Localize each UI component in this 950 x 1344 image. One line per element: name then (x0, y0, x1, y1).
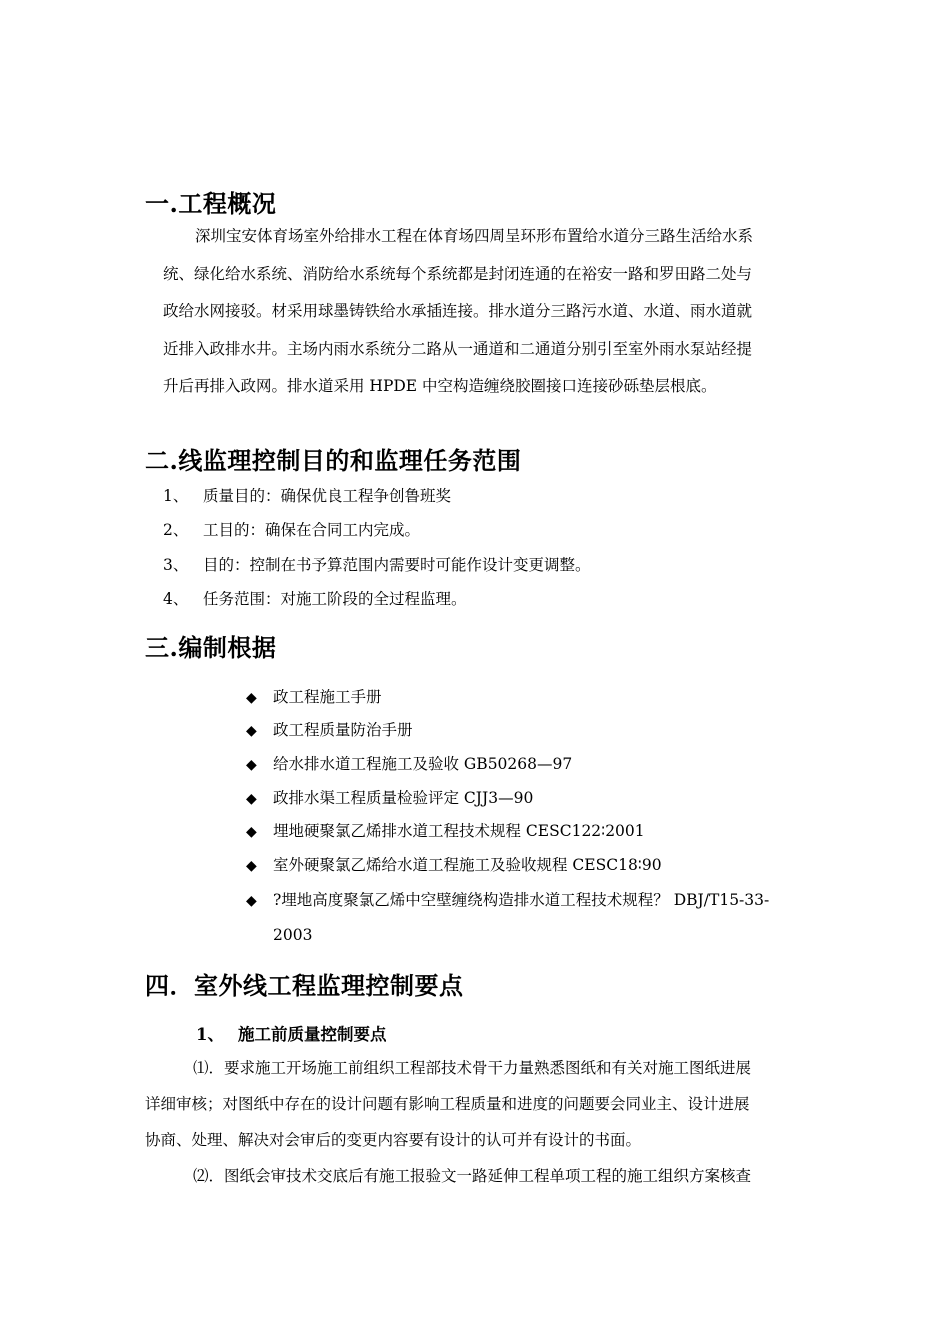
bullet-item-text: 埋地硬聚氯乙烯排水道工程技术规程 CESC122∶2001 (273, 822, 645, 840)
bullet-item (246, 888, 769, 910)
diamond-bullet-icon: ◆ (246, 824, 257, 840)
paragraph-line: ⑴．要求施工开场施工前组织工程部技术骨干力量熟悉图纸和有关对施工图纸进展 (193, 1059, 752, 1077)
list-item-text: 质量目的：确保优良工程争创鲁班奖 (203, 487, 452, 505)
section1-line: 统、绿化给水系统、消防给水系统每个系统都是封闭连通的在裕安一路和罗田路二处与 (163, 264, 753, 283)
diamond-bullet-icon: ◆ (246, 757, 257, 773)
diamond-bullet-icon: ◆ (246, 791, 257, 807)
bullet-item-text: 室外硬聚氯乙烯给水道工程施工及验收规程 CESC18∶90 (273, 856, 662, 874)
paragraph-line: ⑵．图纸会审技术交底后有施工报验文一路延伸工程单项工程的施工组织方案核查 (193, 1167, 752, 1185)
section1-line: 近排入政排水井。主场内雨水系统分二路从一通道和二通道分别引至室外雨水泵站经提 (163, 339, 753, 358)
paragraph-line: 详细审核；对图纸中存在的设计问题有影响工程质量和进度的问题要会同业主、设计进展 (145, 1095, 750, 1113)
bullet-item-text: ?埋地高度聚氯乙烯中空壁缠绕构造排水道工程技术规程？ DBJ/T15-33- (273, 891, 770, 909)
bullet-item-text: 政排水渠工程质量检验评定 CJJ3—90 (273, 789, 534, 807)
subsection-heading (196, 1021, 387, 1045)
section4-paragraph-2 (145, 1158, 810, 1194)
diamond-bullet-icon: ◆ (246, 893, 257, 909)
section3-heading: 三.编制根据 (145, 633, 277, 662)
section1-line: 升后再排入政网。排水道采用 HPDE 中空构造缠绕胶圈接口连接砂砾垫层根底。 (163, 377, 717, 395)
diamond-bullet-icon: ◆ (246, 723, 257, 739)
subsection-title: 施工前质量控制要点 (238, 1025, 387, 1044)
subsection-number: 1、 (196, 1025, 224, 1044)
list-item-number: 2、 (163, 521, 189, 539)
list-item (163, 587, 467, 609)
bullet-item (246, 853, 662, 875)
section1-line: 政给水网接驳。材采用球墨铸铁给水承插连接。排水道分三路污水道、水道、雨水道就 (163, 302, 753, 320)
bullet-item-text: 政工程施工手册 (273, 688, 382, 706)
bullet-item (246, 786, 533, 808)
list-item (163, 484, 451, 506)
section4-paragraph-1 (145, 1050, 810, 1158)
section1-line: 深圳宝安体育场室外给排水工程在体育场四周呈环形布置给水道分三路生活给水系 (195, 227, 754, 245)
bullet-item-text: 政工程质量防治手册 (273, 721, 413, 739)
list-item (163, 553, 591, 575)
list-item-text: 目的：控制在书予算范围内需要时可能作设计变更调整。 (203, 556, 591, 574)
section2-heading: 二.线监理控制目的和监理任务范围 (145, 446, 522, 475)
section1-paragraph (163, 218, 813, 406)
section1-heading: 一.工程概况 (145, 189, 277, 218)
list-item-text: 任务范围：对施工阶段的全过程监理。 (203, 590, 467, 608)
list-item-number: 1、 (163, 487, 189, 505)
bullet-item-continuation: 2003 (273, 926, 313, 944)
bullet-item (246, 819, 645, 841)
section4-heading: 四．室外线工程监理控制要点 (145, 971, 464, 1000)
list-item-text: 工目的：确保在合同工内完成。 (203, 521, 421, 539)
bullet-item (246, 718, 413, 740)
list-item (163, 518, 420, 540)
paragraph-line: 协商、处理、解决对会审后的变更内容要有设计的认可并有设计的书面。 (145, 1131, 642, 1149)
bullet-item (246, 685, 382, 707)
diamond-bullet-icon: ◆ (246, 858, 257, 874)
bullet-item (246, 752, 572, 774)
diamond-bullet-icon: ◆ (246, 690, 257, 706)
bullet-item-text: 给水排水道工程施工及验收 GB50268—97 (273, 755, 573, 773)
list-item-number: 3、 (163, 556, 189, 574)
list-item-number: 4、 (163, 590, 189, 608)
